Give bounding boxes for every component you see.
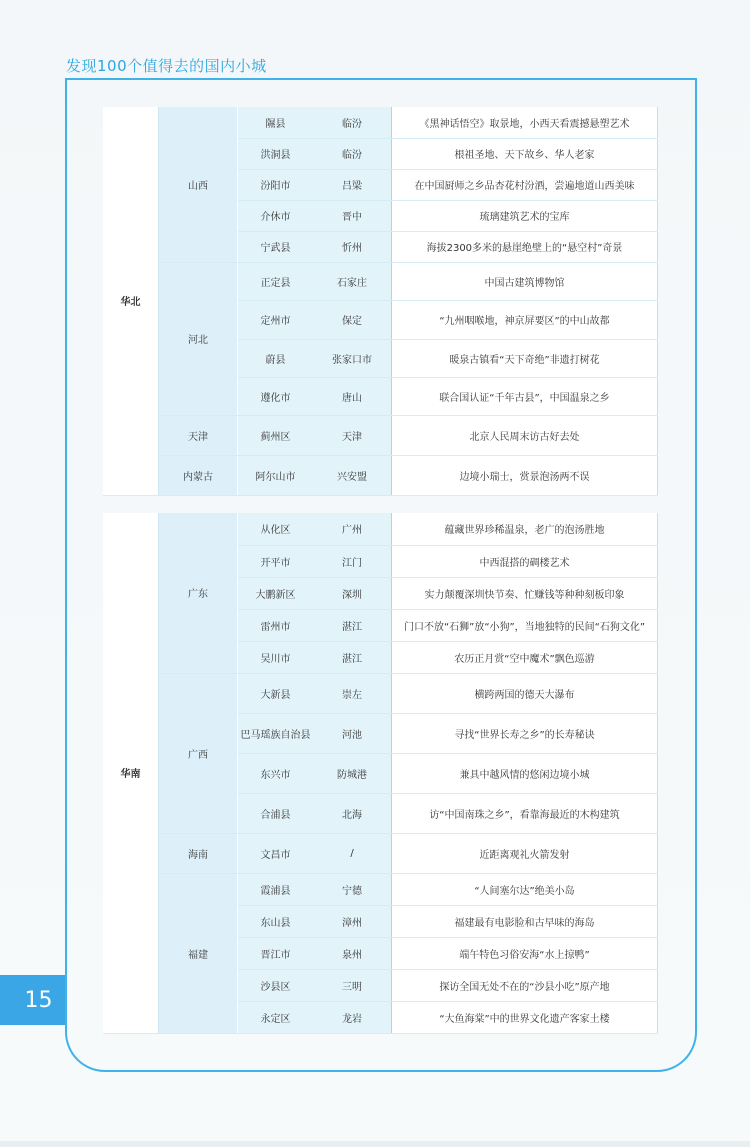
description-cell: 根祖圣地、天下故乡、华人老家 [392, 138, 658, 169]
county-cell: 巴马瑶族自治县 [238, 713, 314, 753]
description-cell: 横跨两国的德天大瀑布 [392, 673, 658, 713]
description-cell: 中国古建筑博物馆 [392, 262, 658, 300]
description-cell: 门口不放“石狮”放“小狗”，当地独特的民间“石狗文化” [392, 609, 658, 641]
county-cell: 霞浦县 [238, 873, 314, 905]
county-cell: 东兴市 [238, 753, 314, 793]
description-cell: 北京人民周末访古好去处 [392, 415, 658, 455]
county-cell: 大鹏新区 [238, 577, 314, 609]
city-cell: 天津 [313, 415, 392, 455]
province-cell: 海南 [159, 833, 238, 873]
page-title: 发现100个值得去的国内小城 [66, 57, 267, 75]
county-cell: 隰县 [238, 107, 314, 138]
city-cell: 石家庄 [313, 262, 392, 300]
county-cell: 蔚县 [238, 339, 314, 377]
description-cell: 蕴藏世界珍稀温泉，老广的泡汤胜地 [392, 513, 658, 545]
county-cell: 雷州市 [238, 609, 314, 641]
province-cell: 山西 [159, 107, 238, 262]
description-cell: 暖泉古镇看“天下奇绝”非遗打树花 [392, 339, 658, 377]
county-cell: 洪洞县 [238, 138, 314, 169]
region-table [103, 513, 658, 1034]
county-cell: 正定县 [238, 262, 314, 300]
province-cell: 福建 [159, 873, 238, 1033]
description-cell: 兼具中越风情的悠闲边境小城 [392, 753, 658, 793]
table-row [103, 415, 658, 455]
region-name-cell: 华南 [103, 513, 159, 1033]
county-cell: 遵化市 [238, 377, 314, 415]
county-cell: 吴川市 [238, 641, 314, 673]
county-cell: 定州市 [238, 300, 314, 339]
city-cell: 崇左 [313, 673, 392, 713]
description-cell: 近距离观礼火箭发射 [392, 833, 658, 873]
region-name-cell: 华北 [103, 107, 159, 495]
city-cell: 忻州 [313, 231, 392, 262]
county-cell: 从化区 [238, 513, 314, 545]
region-table [103, 107, 658, 496]
city-cell: 唐山 [313, 377, 392, 415]
province-cell: 河北 [159, 262, 238, 415]
description-cell: 探访全国无处不在的“沙县小吃”原产地 [392, 969, 658, 1001]
description-cell: “人间塞尔达”绝美小岛 [392, 873, 658, 905]
city-cell: 临汾 [313, 107, 392, 138]
county-cell: 东山县 [238, 905, 314, 937]
county-cell: 合浦县 [238, 793, 314, 833]
city-cell: 北海 [313, 793, 392, 833]
city-cell: 临汾 [313, 138, 392, 169]
county-cell: 阿尔山市 [238, 455, 314, 495]
city-cell: 保定 [313, 300, 392, 339]
table-row [103, 107, 658, 138]
city-cell: 广州 [313, 513, 392, 545]
city-cell: 河池 [313, 713, 392, 753]
description-cell: 端午特色习俗安海“水上掠鸭” [392, 937, 658, 969]
city-cell: 防城港 [313, 753, 392, 793]
city-cell: 宁德 [313, 873, 392, 905]
county-cell: 永定区 [238, 1001, 314, 1033]
county-cell: 蓟州区 [238, 415, 314, 455]
description-cell: 中西混搭的碉楼艺术 [392, 545, 658, 577]
county-cell: 开平市 [238, 545, 314, 577]
description-cell: 在中国厨师之乡品杏花村汾酒，尝遍地道山西美味 [392, 169, 658, 200]
description-cell: 琉璃建筑艺术的宝库 [392, 200, 658, 231]
table-row [103, 455, 658, 495]
city-cell: 江门 [313, 545, 392, 577]
city-cell: 龙岩 [313, 1001, 392, 1033]
county-cell: 晋江市 [238, 937, 314, 969]
table-row [103, 513, 658, 545]
table-row [103, 673, 658, 713]
province-cell: 内蒙古 [159, 455, 238, 495]
description-cell: 联合国认证“千年古县”，中国温泉之乡 [392, 377, 658, 415]
description-cell: 寻找“世界长寿之乡”的长寿秘诀 [392, 713, 658, 753]
city-cell: 泉州 [313, 937, 392, 969]
description-cell: 《黑神话悟空》取景地，小西天看震撼悬塑艺术 [392, 107, 658, 138]
county-cell: 汾阳市 [238, 169, 314, 200]
county-cell: 宁武县 [238, 231, 314, 262]
city-cell: 兴安盟 [313, 455, 392, 495]
county-cell: 大新县 [238, 673, 314, 713]
description-cell: “九州咽喉地，神京屏要区”的中山故都 [392, 300, 658, 339]
city-cell: 漳州 [313, 905, 392, 937]
county-cell: 沙县区 [238, 969, 314, 1001]
table-row [103, 873, 658, 905]
description-cell: 农历正月赏“空中魔术”飘色巡游 [392, 641, 658, 673]
description-cell: 边境小瑞士，赏景泡汤两不误 [392, 455, 658, 495]
province-cell: 广东 [159, 513, 238, 673]
city-cell: 湛江 [313, 641, 392, 673]
city-cell: 三明 [313, 969, 392, 1001]
description-cell: 实力颠覆深圳快节奏、忙赚钱等种种刻板印象 [392, 577, 658, 609]
city-cell: 吕梁 [313, 169, 392, 200]
province-cell: 广西 [159, 673, 238, 833]
province-cell: 天津 [159, 415, 238, 455]
description-cell: 福建最有电影脸和古早味的海岛 [392, 905, 658, 937]
city-cell: 张家口市 [313, 339, 392, 377]
description-cell: “大鱼海棠”中的世界文化遗产客家土楼 [392, 1001, 658, 1033]
bottom-strip [0, 1141, 750, 1147]
page-number: 15 [0, 975, 65, 1025]
city-cell: 深圳 [313, 577, 392, 609]
description-cell: 访“中国南珠之乡”，看靠海最近的木构建筑 [392, 793, 658, 833]
county-cell: 介休市 [238, 200, 314, 231]
table-row [103, 262, 658, 300]
city-cell: 湛江 [313, 609, 392, 641]
table-row [103, 833, 658, 873]
city-cell: / [313, 833, 392, 873]
description-cell: 海拔2300多米的悬崖绝壁上的“悬空村”奇景 [392, 231, 658, 262]
county-cell: 文昌市 [238, 833, 314, 873]
city-cell: 晋中 [313, 200, 392, 231]
